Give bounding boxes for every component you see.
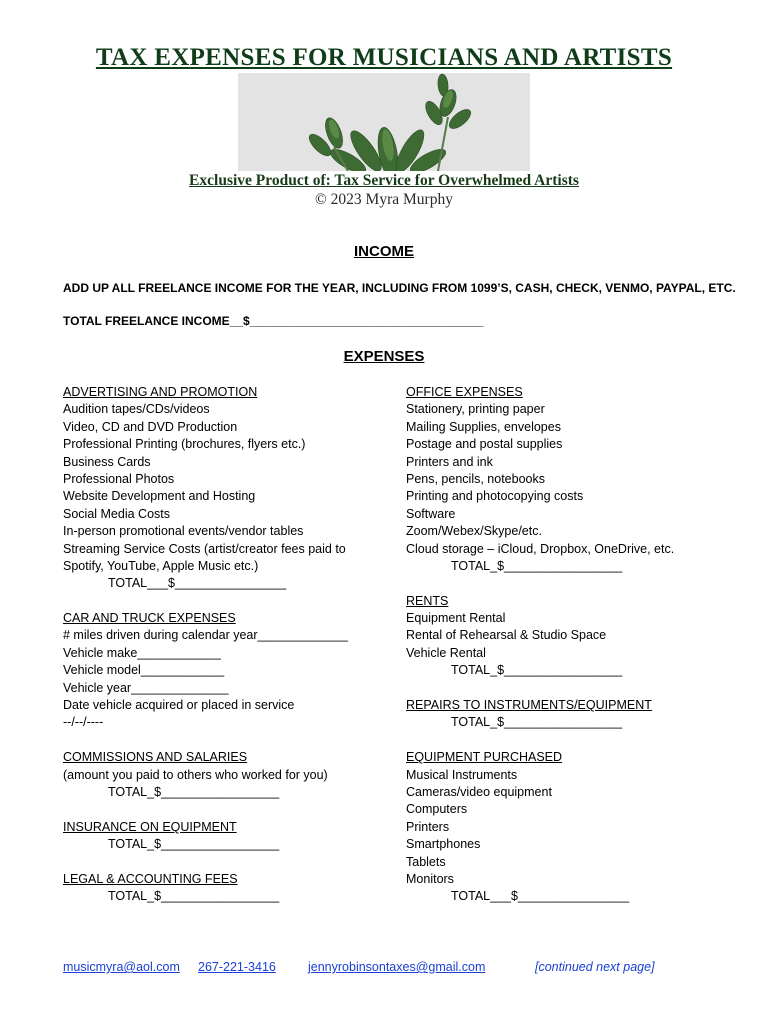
- expense-item: Printers and ink: [406, 454, 493, 469]
- expense-section-heading: REPAIRS TO INSTRUMENTS/EQUIPMENT: [406, 698, 652, 713]
- expense-item: Website Development and Hosting: [63, 489, 256, 504]
- expense-item: Musical Instruments: [406, 767, 518, 782]
- expense-total-field[interactable]: TOTAL_$_________________: [451, 663, 623, 678]
- expense-item: Postage and postal supplies: [406, 437, 563, 452]
- expense-item: Vehicle make____________: [63, 645, 221, 660]
- expense-total-field[interactable]: TOTAL_$_________________: [108, 889, 280, 904]
- email-link-jennyrobinson[interactable]: jennyrobinsontaxes@gmail.com: [308, 960, 486, 974]
- expense-total-field[interactable]: TOTAL___$________________: [108, 576, 287, 591]
- expense-item: Zoom/Webex/Skype/etc.: [406, 524, 542, 539]
- expense-total-field[interactable]: TOTAL_$_________________: [108, 837, 280, 852]
- expense-item: (amount you paid to others who worked for you): [63, 767, 328, 782]
- footer-email-link[interactable]: [63, 960, 180, 974]
- continued-note: [535, 960, 655, 974]
- expense-item: Professional Photos: [63, 471, 175, 486]
- expense-total-field[interactable]: TOTAL_$_________________: [451, 715, 623, 730]
- expense-item: # miles driven during calendar year_____________: [63, 628, 348, 643]
- expense-item: Tablets: [406, 854, 446, 869]
- expenses-heading: EXPENSES: [343, 348, 425, 365]
- expense-item: Video, CD and DVD Production: [63, 419, 238, 434]
- expense-item: Monitors: [406, 871, 454, 886]
- expense-item: Pens, pencils, notebooks: [406, 471, 545, 486]
- expense-section-heading: LEGAL & ACCOUNTING FEES: [63, 871, 238, 886]
- expense-item: Streaming Service Costs (artist/creator fees paid to: [63, 541, 346, 556]
- expense-total-field[interactable]: TOTAL_$_________________: [451, 558, 623, 573]
- expense-section-heading: RENTS: [406, 593, 449, 608]
- expense-item: Computers: [406, 802, 468, 817]
- expense-section-heading: OFFICE EXPENSES: [406, 385, 523, 399]
- expense-item: Audition tapes/CDs/videos: [63, 402, 210, 417]
- expense-item: Rental of Rehearsal & Studio Space: [406, 628, 607, 643]
- expenses-left-column: [63, 384, 348, 906]
- email-link-musicmyra[interactable]: musicmyra@aol.com: [63, 960, 180, 974]
- footer-email2-link[interactable]: [308, 960, 485, 974]
- expense-item: Vehicle model____________: [63, 663, 225, 678]
- expense-item: Date vehicle acquired or placed in service: [63, 698, 295, 713]
- expense-section-heading: EQUIPMENT PURCHASED: [406, 750, 563, 765]
- plant-image: [238, 73, 530, 171]
- footer-phone-link[interactable]: [198, 960, 276, 974]
- expense-item: Vehicle Rental: [406, 645, 486, 660]
- expense-section-heading: INSURANCE ON EQUIPMENT: [63, 819, 237, 834]
- expense-item: Printing and photocopying costs: [406, 489, 584, 504]
- document-title: TAX EXPENSES FOR MUSICIANS AND ARTISTS: [95, 44, 673, 71]
- expense-item: Cameras/video equipment: [406, 784, 552, 799]
- expense-section-heading: COMMISSIONS AND SALARIES: [63, 750, 248, 765]
- expense-item: Equipment Rental: [406, 611, 506, 626]
- expense-item: Smartphones: [406, 837, 481, 852]
- expense-total-field[interactable]: TOTAL___$________________: [451, 889, 630, 904]
- expense-section-heading: CAR AND TRUCK EXPENSES: [63, 611, 236, 626]
- spacer: [406, 680, 674, 697]
- expense-total-field[interactable]: TOTAL_$_________________: [108, 784, 280, 799]
- expense-item: Professional Printing (brochures, flyers etc.): [63, 437, 306, 452]
- continued-next-page: [continued next page]: [535, 960, 655, 974]
- expenses-right-column: [406, 384, 674, 906]
- expense-item: Mailing Supplies, envelopes: [406, 419, 561, 434]
- spacer: [63, 732, 348, 749]
- spacer: [406, 575, 674, 592]
- total-freelance-income-field[interactable]: TOTAL FREELANCE INCOME__$___________________________________: [63, 314, 484, 328]
- income-heading: INCOME: [354, 243, 414, 260]
- expense-section-heading: ADVERTISING AND PROMOTION: [63, 385, 258, 399]
- expense-item: Business Cards: [63, 454, 151, 469]
- expense-item: Social Media Costs: [63, 506, 170, 521]
- product-subtitle: Exclusive Product of: Tax Service for Overwhelmed Artists: [189, 172, 579, 189]
- spacer: [63, 801, 348, 818]
- spacer: [406, 732, 674, 749]
- copyright-notice: © 2023 Myra Murphy: [315, 191, 453, 208]
- expense-item: Cloud storage – iCloud, Dropbox, OneDrive, etc.: [406, 541, 675, 556]
- expense-item: Printers: [406, 819, 450, 834]
- expense-item: Spotify, YouTube, Apple Music etc.): [63, 558, 259, 573]
- expense-item: In-person promotional events/vendor tables: [63, 524, 304, 539]
- spacer: [63, 593, 348, 610]
- expense-item: Stationery, printing paper: [406, 402, 545, 417]
- expense-item: --/--/----: [63, 715, 104, 730]
- phone-link[interactable]: 267-221-3416: [198, 960, 276, 974]
- income-instruction: ADD UP ALL FREELANCE INCOME FOR THE YEAR, INCLUDING FROM 1099’S, CASH, CHECK, VENMO, PAYPAL, ETC.: [63, 281, 736, 295]
- spacer: [63, 854, 348, 871]
- succulent-plant-photo: [238, 73, 530, 171]
- expense-item: Vehicle year______________: [63, 680, 229, 695]
- expense-item: Software: [406, 506, 456, 521]
